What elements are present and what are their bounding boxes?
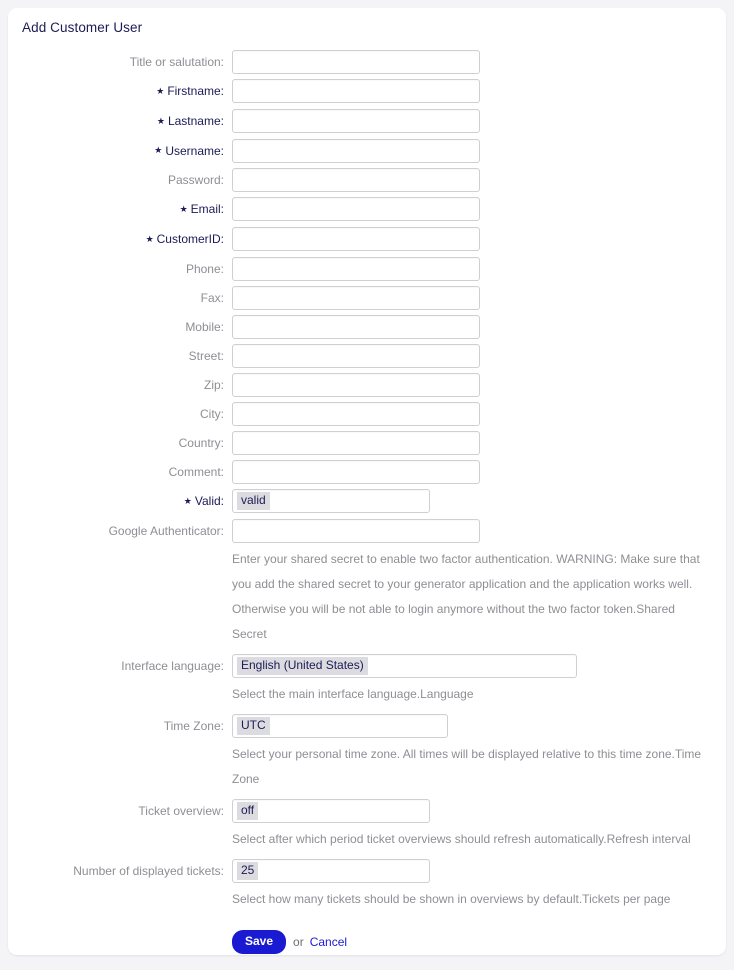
field-label xyxy=(8,257,232,281)
text-field-rows xyxy=(8,50,726,484)
customer-user-form xyxy=(8,36,726,955)
field-col xyxy=(232,50,726,74)
field-row xyxy=(8,431,726,455)
field-label xyxy=(8,197,232,222)
field-col xyxy=(232,460,726,484)
google-authenticator-input[interactable] xyxy=(232,519,480,543)
desc-displayed-tickets: Select how many tickets should be shown in overviews by default.Tickets per page xyxy=(232,891,671,906)
desc-time-zone: Select your personal time zone. All times will be displayed relative to this time zone.Time Zone xyxy=(232,746,702,786)
field-label xyxy=(8,460,232,484)
field-row xyxy=(8,344,726,368)
field-label xyxy=(8,168,232,192)
field-col-google-authenticator xyxy=(232,519,726,649)
field-label xyxy=(8,79,232,104)
select-interface-language-value: English (United States) xyxy=(237,657,368,675)
field-col xyxy=(232,286,726,310)
field-label-text: CustomerID: xyxy=(156,232,224,247)
desc-interface-language: Select the main interface language.Language xyxy=(232,686,474,701)
select-displayed-tickets-value: 25 xyxy=(237,862,258,880)
text-input[interactable] xyxy=(232,139,480,163)
field-col xyxy=(232,402,726,426)
field-col xyxy=(232,139,726,163)
field-label-text: Username: xyxy=(165,143,224,158)
form-actions xyxy=(232,930,726,954)
field-label xyxy=(8,344,232,368)
text-input[interactable] xyxy=(232,79,480,103)
field-label-text: Fax: xyxy=(200,291,224,306)
field-label xyxy=(8,109,232,134)
label-time-zone: Time Zone: xyxy=(163,718,224,733)
required-star-icon: ★ xyxy=(183,495,192,506)
field-row-interface-language xyxy=(8,654,726,709)
select-time-zone-value: UTC xyxy=(237,717,270,735)
field-row-time-zone xyxy=(8,714,726,794)
field-row xyxy=(8,168,726,192)
field-row xyxy=(8,402,726,426)
field-col xyxy=(232,344,726,368)
select-time-zone[interactable] xyxy=(232,714,448,738)
select-ticket-overview-value: off xyxy=(237,802,258,820)
field-col xyxy=(232,79,726,103)
text-input[interactable] xyxy=(232,460,480,484)
text-input[interactable] xyxy=(232,197,480,221)
text-input[interactable] xyxy=(232,402,480,426)
field-label-text: Lastname: xyxy=(167,113,224,128)
field-row xyxy=(8,50,726,74)
field-row xyxy=(8,257,726,281)
label-valid-text: Valid: xyxy=(194,494,224,509)
text-input[interactable] xyxy=(232,373,480,397)
field-col xyxy=(232,227,726,251)
field-row xyxy=(8,197,726,222)
label-ticket-overview: Ticket overview: xyxy=(138,803,224,818)
label-valid xyxy=(8,489,232,514)
field-label-text: Mobile: xyxy=(185,320,224,335)
field-col xyxy=(232,109,726,133)
field-label xyxy=(8,50,232,74)
field-row xyxy=(8,109,726,134)
field-row xyxy=(8,286,726,310)
desc-google-authenticator: Enter your shared secret to enable two factor authentication. WARNING: Make sure that you add the shared secret to your generator application and the application works well. Otherwise you will be not able to login anymore without the two factor token.Shared Secret xyxy=(232,551,700,641)
add-customer-user-card xyxy=(8,8,726,955)
field-label-text: Password: xyxy=(167,173,224,188)
text-input[interactable] xyxy=(232,168,480,192)
desc-ticket-overview: Select after which period ticket overviews should refresh automatically.Refresh interval xyxy=(232,831,691,846)
select-ticket-overview[interactable] xyxy=(232,799,430,823)
field-row-ticket-overview xyxy=(8,799,726,854)
save-button[interactable]: Save xyxy=(232,930,286,954)
label-interface-language: Interface language: xyxy=(121,658,224,673)
text-input[interactable] xyxy=(232,257,480,281)
text-input[interactable] xyxy=(232,227,480,251)
select-displayed-tickets[interactable] xyxy=(232,859,430,883)
field-row-google-authenticator xyxy=(8,519,726,649)
cancel-link[interactable]: Cancel xyxy=(309,934,348,949)
field-label-text: Comment: xyxy=(168,465,224,480)
field-row-valid xyxy=(8,489,726,514)
field-col-valid xyxy=(232,489,726,513)
field-col xyxy=(232,315,726,339)
field-label xyxy=(8,402,232,426)
label-displayed-tickets: Number of displayed tickets: xyxy=(73,863,224,878)
text-input[interactable] xyxy=(232,50,480,74)
field-label xyxy=(8,315,232,339)
text-input[interactable] xyxy=(232,431,480,455)
field-label-text: Zip: xyxy=(203,378,224,393)
field-col xyxy=(232,168,726,192)
field-col xyxy=(232,257,726,281)
text-input[interactable] xyxy=(232,315,480,339)
or-separator: or xyxy=(293,934,304,949)
field-col-interface-language xyxy=(232,654,726,709)
label-google-authenticator: Google Authenticator: xyxy=(108,523,224,538)
field-col-ticket-overview xyxy=(232,799,726,854)
field-row xyxy=(8,227,726,252)
field-col-displayed-tickets xyxy=(232,859,726,955)
field-row xyxy=(8,315,726,339)
field-label-text: Street: xyxy=(188,349,224,364)
text-input[interactable] xyxy=(232,109,480,133)
required-star-icon: ★ xyxy=(145,234,154,245)
field-label xyxy=(8,373,232,397)
field-label xyxy=(8,286,232,310)
required-star-icon: ★ xyxy=(156,115,165,126)
field-row xyxy=(8,460,726,484)
field-row xyxy=(8,139,726,164)
field-col-time-zone xyxy=(232,714,726,794)
text-input[interactable] xyxy=(232,286,480,310)
field-col xyxy=(232,373,726,397)
select-interface-language[interactable] xyxy=(232,654,577,678)
required-star-icon: ★ xyxy=(179,204,188,215)
field-col xyxy=(232,197,726,221)
text-input[interactable] xyxy=(232,344,480,368)
field-label-text: Title or salutation: xyxy=(129,55,224,69)
field-label-text: Firstname: xyxy=(167,84,224,98)
select-valid[interactable] xyxy=(232,489,430,513)
required-star-icon: ★ xyxy=(154,145,163,156)
select-valid-value: valid xyxy=(237,492,270,510)
field-label-text: Country: xyxy=(178,436,224,451)
field-col xyxy=(232,431,726,455)
field-label xyxy=(8,431,232,455)
widget-title: Add Customer User xyxy=(22,20,143,35)
field-label xyxy=(8,139,232,164)
field-row xyxy=(8,373,726,397)
field-label-text: City: xyxy=(200,407,224,422)
field-label xyxy=(8,227,232,252)
field-row xyxy=(8,79,726,104)
required-star-icon: ★ xyxy=(156,85,165,96)
field-label-text: Email: xyxy=(190,202,224,217)
field-row-displayed-tickets xyxy=(8,859,726,955)
field-label-text: Phone: xyxy=(185,262,224,277)
